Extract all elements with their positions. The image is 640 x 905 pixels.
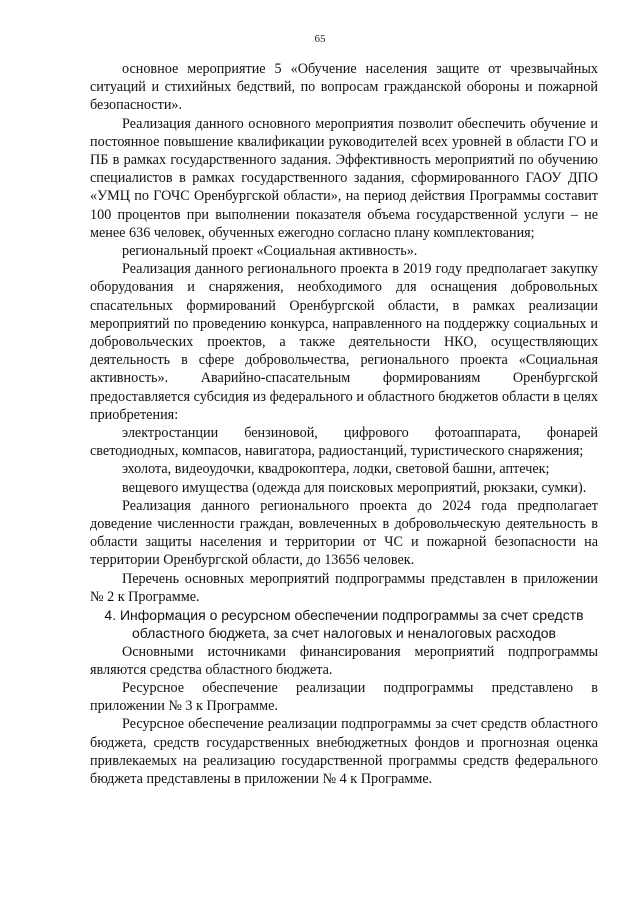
- paragraph: Ресурсное обеспечение реализации подпрограммы за счет средств областного бюджета, средств государственных внебюджетных фондов и прогнозная оценка привлекаемых на реализацию государственной программы средств федерального бюджета представлены в приложении № 4 к Программе.: [90, 716, 598, 787]
- paragraph: региональный проект «Социальная активность».: [122, 243, 418, 260]
- paragraph: основное мероприятие 5 «Обучение населения защите от чрезвычайных ситуаций и стихийных бедствий, по вопросам гражданской обороны и пожарной безопасности».: [90, 61, 598, 114]
- paragraph: Основными источниками финансирования мероприятий подпрограммы являются средства областного бюджета.: [90, 643, 598, 678]
- page-number: 65: [314, 33, 326, 45]
- paragraph: Реализация данного основного мероприятия позволит обеспечить обучение и постоянное повышение квалификации руководителей всех уровней в области ГО и ПБ в рамках государственного задания. Эффективность мероприятий по обучению специалистов в рамках государственного задания, сформированного ГАОУ ДПО «УМЦ по ГОЧС Оренбургской области», на период действия Программы составит 100 процентов при выполнении показателя объема государственной услуги – не менее 636 человек, обученных ежегодно согласно плану комплектования;: [90, 115, 598, 241]
- paragraph: Ресурсное обеспечение реализации подпрограммы представлено в приложении № 3 к Программе.: [90, 679, 598, 715]
- section-heading-line: 4. Информация о ресурсном обеспечении подпрограммы за счет средств: [104, 607, 584, 624]
- list-item: эхолота, видеоудочки, квадрокоптера, лодки, световой башни, аптечек;: [122, 461, 550, 478]
- list-item: вещевого имущества (одежда для поисковых мероприятий, рюкзаки, сумки).: [122, 479, 587, 496]
- paragraph: Реализация данного регионального проекта в 2019 году предполагает закупку оборудования и снаряжения, необходимого для оснащения добровольных спасательных формирований Оренбургской области, в рамках реализации мероприятий по проведению конкурса, направленного на поддержку социальных и добровольческих проектов, а также деятельности НКО, осуществляющих деятельность в сфере добровольчества, регионального проекта «Социальная активность». Аварийно-спасательным формированиям Оренбургской предоставляется субсидия из федерального и областного бюджетов области в целях приобретения:: [90, 261, 598, 423]
- list-item: электростанции бензиновой, цифрового фотоаппарата, фонарей светодиодных, компасов, навигатора, радиостанций, туристического снаряжения;: [90, 425, 598, 460]
- paragraph: Перечень основных мероприятий подпрограммы представлен в приложении № 2 к Программе.: [90, 570, 598, 605]
- section-heading-line: областного бюджета, за счет налоговых и неналоговых расходов: [132, 625, 556, 642]
- paragraph: Реализация данного регионального проекта до 2024 года предполагает доведение численности граждан, вовлеченных в добровольческую деятельность в области защиты населения и территории от ЧС и пожарной безопасности на территории Оренбургской области, до 13656 человек.: [90, 497, 598, 569]
- section-heading: [90, 606, 598, 642]
- document-body: [90, 60, 598, 788]
